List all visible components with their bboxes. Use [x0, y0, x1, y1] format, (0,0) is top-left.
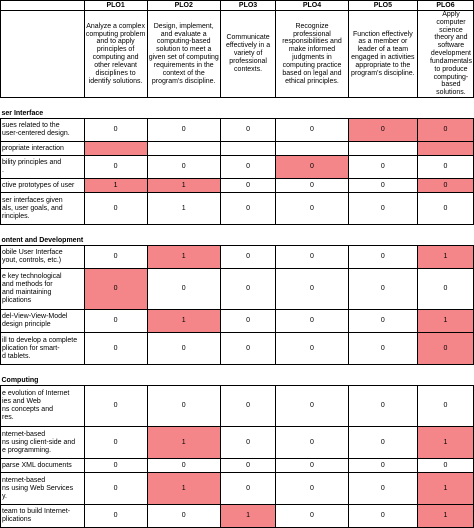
table-row [1, 386, 474, 427]
mapping-cell [147, 142, 220, 156]
section-spacer [417, 365, 473, 386]
section-spacer [220, 225, 275, 246]
outcome-cell [1, 246, 85, 269]
mapping-cell: 0 [276, 459, 349, 473]
table-body [1, 1, 474, 528]
mapping-cell: 0 [417, 156, 473, 179]
table-row [1, 269, 474, 310]
outcome-text: e key technological [2, 273, 62, 281]
mapping-cell: 0 [220, 310, 275, 333]
table-row [1, 505, 474, 528]
mapping-cell: 0 [348, 505, 417, 528]
section-spacer [276, 365, 349, 386]
mapping-cell: 0 [348, 179, 417, 193]
mapping-cell: 0 [147, 459, 220, 473]
mapping-cell: 0 [84, 386, 147, 427]
mapping-cell: 0 [220, 246, 275, 269]
outcome-text: ns concepts and [2, 406, 53, 414]
mapping-cell: 0 [417, 193, 473, 225]
outcome-cell [1, 310, 85, 333]
mapping-cell: 0 [276, 505, 349, 528]
mapping-cell-highlighted: 1 [417, 473, 473, 505]
mapping-cell: 0 [348, 473, 417, 505]
outcome-cell [1, 505, 85, 528]
outcome-cell [1, 142, 85, 156]
section-spacer [84, 365, 147, 386]
plo-header: PLO1 [84, 1, 147, 11]
outcome-text: ctive prototypes of user [2, 181, 75, 189]
mapping-cell-highlighted [84, 142, 147, 156]
mapping-cell-highlighted: 0 [348, 119, 417, 142]
mapping-cell: 0 [84, 193, 147, 225]
outcome-text: and maintaining [2, 289, 52, 297]
mapping-cell: 0 [348, 386, 417, 427]
section-spacer [147, 365, 220, 386]
mapping-cell: 0 [220, 333, 275, 365]
outcome-text: yout, controls, etc.) [2, 257, 62, 265]
outcome-text: plications [2, 516, 32, 524]
section-row [1, 365, 474, 386]
outcome-cell [1, 427, 85, 459]
mapping-cell: 0 [348, 246, 417, 269]
outcome-text: user-centered design. [2, 130, 70, 138]
header-row [1, 1, 474, 11]
outcome-text: obile User Interface [2, 249, 63, 257]
outcome-text: parse XML documents [2, 461, 72, 469]
section-spacer [147, 98, 220, 119]
section-spacer [417, 98, 473, 119]
mapping-cell: 0 [147, 119, 220, 142]
section-title: ser Interface [1, 98, 85, 119]
section-row [1, 98, 474, 119]
mapping-cell-highlighted: 1 [147, 473, 220, 505]
table-row [1, 427, 474, 459]
mapping-cell: 0 [220, 179, 275, 193]
mapping-cell: 0 [348, 193, 417, 225]
mapping-cell: 0 [220, 386, 275, 427]
mapping-cell: 0 [84, 246, 147, 269]
mapping-cell: 0 [348, 459, 417, 473]
mapping-cell: 0 [84, 505, 147, 528]
outcome-text: als, user goals, and [2, 204, 63, 212]
outcome-text: res. [2, 413, 14, 421]
table-row [1, 333, 474, 365]
section-spacer [84, 98, 147, 119]
outcome-text: ns using Web Services [2, 484, 74, 492]
mapping-cell: 0 [276, 269, 349, 310]
outcome-text: ser interfaces given [2, 196, 63, 204]
outcome-text: del-View-View-Model [2, 313, 68, 321]
mapping-cell: 0 [348, 427, 417, 459]
corner-cell [1, 1, 85, 11]
mapping-cell-highlighted: 1 [417, 246, 473, 269]
plo-description: Function effectively as a member or leader of a team engaged in activities appropriate to the program's discipline. [348, 11, 417, 98]
mapping-cell: 0 [417, 386, 473, 427]
table-row [1, 142, 474, 156]
outcome-text: design principle [2, 321, 51, 329]
mapping-cell: 0 [276, 386, 349, 427]
outcome-cell [1, 473, 85, 505]
outcome-text: e programming. [2, 446, 52, 454]
section-spacer [276, 98, 349, 119]
mapping-cell: 0 [348, 333, 417, 365]
plo-header: PLO3 [220, 1, 275, 11]
outcome-text: rinciples. [2, 212, 30, 220]
outcome-text: and methods for [2, 281, 53, 289]
mapping-cell: 0 [220, 459, 275, 473]
mapping-cell: 0 [84, 459, 147, 473]
mapping-cell: 0 [84, 333, 147, 365]
mapping-cell-highlighted: 0 [417, 333, 473, 365]
outcome-text: e evolution of Internet [2, 390, 70, 398]
mapping-cell-highlighted: 1 [417, 427, 473, 459]
section-row [1, 225, 474, 246]
mapping-cell-highlighted: 1 [147, 246, 220, 269]
section-spacer [348, 98, 417, 119]
mapping-cell: 0 [220, 269, 275, 310]
section-spacer [84, 225, 147, 246]
section-spacer [417, 225, 473, 246]
mapping-cell: 0 [276, 246, 349, 269]
mapping-cell: 0 [276, 473, 349, 505]
mapping-cell: 0 [84, 310, 147, 333]
outcome-text: propriate interaction [2, 144, 64, 152]
mapping-cell: 0 [84, 427, 147, 459]
mapping-cell: 0 [220, 156, 275, 179]
plo-header: PLO4 [276, 1, 349, 11]
outcome-text: team to build Internet- [2, 508, 71, 516]
table-row [1, 246, 474, 269]
outcome-text: bility principles and [2, 159, 62, 167]
mapping-cell: 0 [147, 386, 220, 427]
plo-header: PLO5 [348, 1, 417, 11]
table-row [1, 193, 474, 225]
mapping-cell: 0 [348, 156, 417, 179]
mapping-cell-highlighted: 1 [84, 179, 147, 193]
outcome-cell [1, 386, 85, 427]
plo-description: Analyze a complex computing problem and to apply principles of computing and other relevant disciplines to identify solutions. [84, 11, 147, 98]
mapping-cell: 0 [276, 193, 349, 225]
mapping-cell: 0 [276, 427, 349, 459]
outcome-cell [1, 333, 85, 365]
mapping-cell: 0 [220, 193, 275, 225]
table-row [1, 459, 474, 473]
mapping-cell-highlighted: 0 [84, 269, 147, 310]
mapping-cell-highlighted [417, 142, 473, 156]
plo-description: Recognize professional responsibilities and make informed judgments in computing practice based on legal and ethical principles. [276, 11, 349, 98]
section-spacer [220, 98, 275, 119]
outcome-text: nternet-based [2, 476, 46, 484]
corner-cell [1, 11, 85, 98]
mapping-cell: 0 [147, 505, 220, 528]
outcome-text: ill to develop a complete [2, 336, 78, 344]
outcome-cell [1, 156, 85, 179]
mapping-cell: 0 [147, 333, 220, 365]
mapping-cell [348, 142, 417, 156]
table-row [1, 310, 474, 333]
plo-description: Communicate effectively in a variety of professional contexts. [220, 11, 275, 98]
mapping-cell-highlighted: 1 [417, 310, 473, 333]
plo-header: PLO6 [417, 1, 473, 11]
outcome-cell [1, 179, 85, 193]
mapping-cell: 0 [417, 459, 473, 473]
mapping-cell: 0 [276, 333, 349, 365]
mapping-cell-highlighted: 1 [220, 505, 275, 528]
outcome-cell [1, 459, 85, 473]
section-title: ontent and Development [1, 225, 85, 246]
outcome-text: plications [2, 296, 32, 304]
mapping-cell: 1 [147, 193, 220, 225]
mapping-cell: 0 [84, 473, 147, 505]
mapping-cell-highlighted: 0 [417, 179, 473, 193]
section-title: Computing [1, 365, 85, 386]
section-spacer [348, 225, 417, 246]
table-row [1, 156, 474, 179]
mapping-cell-highlighted: 1 [417, 505, 473, 528]
table-row [1, 179, 474, 193]
section-spacer [276, 225, 349, 246]
outcome-text: d tablets. [2, 352, 31, 360]
outcome-text: ies and Web [2, 398, 41, 406]
outcome-cell [1, 193, 85, 225]
mapping-cell: 0 [147, 269, 220, 310]
outcome-text: ns using client-side and [2, 438, 76, 446]
mapping-cell: 0 [220, 427, 275, 459]
plo-description: Design, implement, and evaluate a computing-based solution to meet a given set of computing requirements in the context of the program's discipline. [147, 11, 220, 98]
mapping-cell: 0 [84, 156, 147, 179]
plo-header: PLO2 [147, 1, 220, 11]
mapping-cell: 0 [220, 119, 275, 142]
plo-description: Apply computer science theory and software development fundamentals to produce computing-based solutions. [417, 11, 473, 98]
outcome-text: plication for smart- [2, 344, 60, 352]
mapping-cell: 0 [276, 179, 349, 193]
mapping-cell: 0 [276, 310, 349, 333]
mapping-cell: 0 [276, 119, 349, 142]
section-spacer [147, 225, 220, 246]
mapping-cell-highlighted: 1 [147, 310, 220, 333]
mapping-cell-highlighted: 0 [417, 119, 473, 142]
mapping-cell: 0 [220, 473, 275, 505]
mapping-cell: 0 [348, 310, 417, 333]
section-spacer [348, 365, 417, 386]
mapping-cell-highlighted: 1 [147, 179, 220, 193]
mapping-cell [276, 142, 349, 156]
mapping-cell: 0 [147, 156, 220, 179]
mapping-cell: 0 [84, 119, 147, 142]
outcome-text: nternet-based [2, 430, 46, 438]
outcome-text: y. [2, 492, 7, 500]
outcome-text: sues related to the [2, 122, 60, 130]
table-row [1, 119, 474, 142]
section-spacer [220, 365, 275, 386]
outcome-cell [1, 119, 85, 142]
mapping-cell-highlighted: 1 [147, 427, 220, 459]
outcome-text: . [2, 167, 4, 175]
mapping-cell: 0 [348, 269, 417, 310]
mapping-cell: 0 [417, 269, 473, 310]
mapping-cell [220, 142, 275, 156]
description-row [1, 11, 474, 98]
mapping-cell-highlighted: 0 [276, 156, 349, 179]
outcome-cell [1, 269, 85, 310]
table-row [1, 473, 474, 505]
